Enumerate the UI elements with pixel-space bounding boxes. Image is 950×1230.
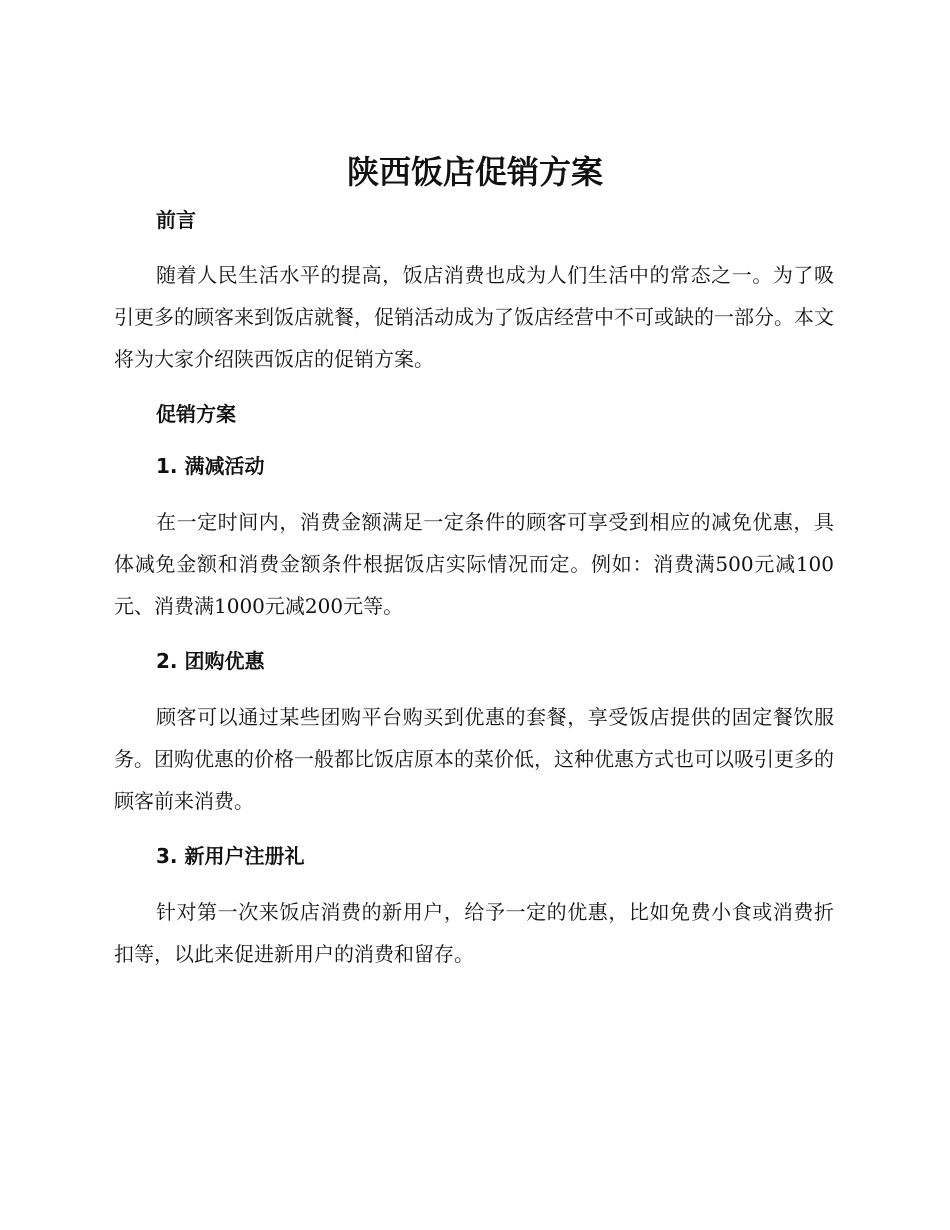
section-heading-discount-activity: 1. 满减活动 [156,454,265,478]
group-buy-paragraph: 顾客可以通过某些团购平台购买到优惠的套餐，享受饭店提供的固定餐饮服务。团购优惠的价格一般都比饭店原本的菜价低，这种优惠方式也可以吸引更多的顾客前来消费。 [114,705,834,813]
section-heading-new-user-gift: 3. 新用户注册礼 [156,844,305,868]
document-title: 陕西饭店促销方案 [346,153,603,191]
document-body [114,202,834,975]
section-heading-preface: 前言 [156,208,196,232]
preface-paragraph: 随着人民生活水平的提高，饭店消费也成为人们生活中的常态之一。为了吸引更多的顾客来到饭店就餐，促销活动成为了饭店经营中不可或缺的一部分。本文将为大家介绍陕西饭店的促销方案。 [114,263,834,371]
section-heading-group-buy: 2. 团购优惠 [156,649,265,673]
new-user-gift-paragraph: 针对第一次来饭店消费的新用户，给予一定的优惠，比如免费小食或消费折扣等，以此来促进新用户的消费和留存。 [114,900,834,966]
discount-activity-paragraph: 在一定时间内，消费金额满足一定条件的顾客可享受到相应的减免优惠，具体减免金额和消费金额条件根据饭店实际情况而定。例如：消费满500元减100元、消费满1000元减200元等。 [114,510,834,618]
section-heading-promotion-plan: 促销方案 [156,402,236,426]
